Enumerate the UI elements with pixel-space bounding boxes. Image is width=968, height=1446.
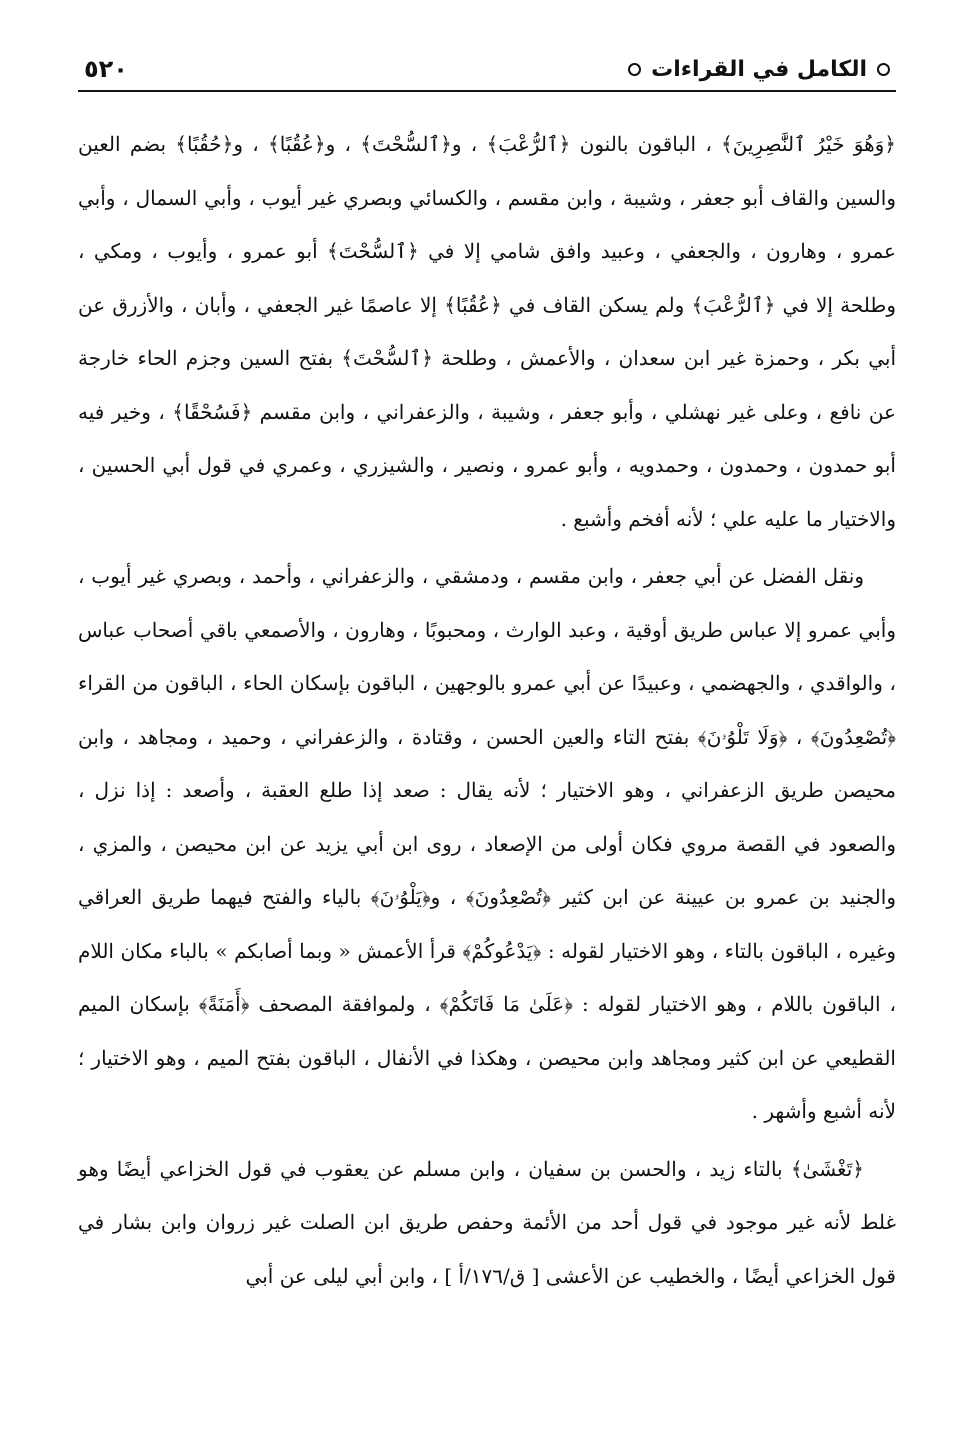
- page-body: [78, 118, 896, 1303]
- paragraph-2: ونقل الفضل عن أبي جعفر ، وابن مقسم ، ودمشقي ، والزعفراني ، وأحمد ، وبصري غير أيوب ، وأبي عمرو إلا عباس طريق أوقية ، وعبد الوارث ، ومحبوبًا ، وهارون ، والأصمعي باقي أصحاب عباس ، والواقدي ، والجهضمي ، وعبيدًا عن أبي عمرو بالوجهين ، الباقون بإسكان الحاء ، الباقون من القراء ﴿تُصْعِدُونَ﴾ ، ﴿وَلَا تَلْوُۥنَ﴾ بفتح التاء والعين الحسن ، وقتادة ، والزعفراني ، وحميد ، ومجاهد ، وابن محيصن طريق الزعفراني ، وهو الاختيار ؛ لأنه يقال : صعد إذا طلع العقبة ، وأصعد : إذا نزل ، والصعود في القصة مروي فكان أولى من الإصعاد ، روى ابن أبي يزيد عن ابن محيصن ، والمزي ، والجنيد بن عمرو بن عيينة عن ابن كثير ﴿تُصْعِدُونَ﴾ ، و﴿يَلْوُۥنَ﴾ بالياء والفتح فيهما طريق العراقي وغيره ، الباقون بالتاء ، وهو الاختيار لقوله : ﴿يَدْعُوكُمْ﴾ قرأ الأعمش « وبما أصابكم » بالباء مكان اللام ، الباقون باللام ، وهو الاختيار لقوله : ﴿عَلَىٰ مَا فَاتَكُمْ﴾ ، ولموافقة المصحف ﴿أَمَنَةً﴾ بإسكان الميم القطيعي عن ابن كثير ومجاهد وابن محيصن ، وهكذا في الأنفال ، الباقون بفتح الميم ، وهو الاختيار ؛ لأنه أشبع وأشهر .: [78, 564, 896, 1123]
- ornament-circle-icon: [877, 63, 890, 76]
- ornament-circle-icon: [628, 63, 641, 76]
- book-page: [78, 48, 896, 1307]
- running-title-text: الكامل في القراءات: [651, 56, 867, 82]
- running-title: [628, 57, 890, 82]
- page-header: [78, 48, 896, 92]
- page-number: ٥٢٠: [84, 55, 128, 83]
- paragraph-3: ﴿تَغْشَىٰ﴾ بالتاء زيد ، والحسن بن سفيان ، وابن مسلم عن يعقوب في قول الخزاعي أيضًا وهو غلط لأنه غير موجود في قول أحد من الأئمة وحفص طريق ابن الصلت غير زروان وابن بشار في قول الخزاعي أيضًا ، والخطيب عن الأعشى [ ق/١٧٦/أ ] ، وابن أبي ليلى عن أبي: [78, 1156, 897, 1288]
- paragraph-1: ﴿وَهُوَ خَيْرُ ٱلنَّٰصِرِينَ﴾ ، الباقون بالنون ﴿ٱلرُّعْبَ﴾ ، و﴿ٱلسُّحْتَ﴾ ، و﴿عُقُبًا﴾ ، و﴿حُقُبًا﴾ بضم العين والسين والقاف أبو جعفر ، وشيبة ، وابن مقسم ، والكسائي وبصري غير أيوب ، وأبي السمال ، وأبي عمرو ، وهارون ، والجعفي ، وعبيد وافق شامي إلا في ﴿ٱلسُّحْتَ﴾ أبو عمرو ، وأيوب ، ومكي ، وطلحة إلا في ﴿ٱلرُّعْبَ﴾ ولم يسكن القاف في ﴿عُقُبًا﴾ إلا عاصمًا غير الجعفي ، وأبان ، والأزرق عن أبي بكر ، وحمزة غير ابن سعدان ، والأعمش ، وطلحة ﴿ٱلسُّحْتَ﴾ بفتح السين وجزم الحاء خارجة عن نافع ، وعلى غير نهشلي ، وأبو جعفر ، وشيبة ، والزعفراني ، وابن مقسم ﴿فَسُحْقًا﴾ ، وخير فيه أبو حمدون ، وحمدون ، وحمدويه ، وأبو عمرو ، ونصير ، والشيزري ، وعمري في قول أبي الحسين ، والاختيار ما عليه علي ؛ لأنه أفخم وأشبع .: [78, 132, 896, 531]
